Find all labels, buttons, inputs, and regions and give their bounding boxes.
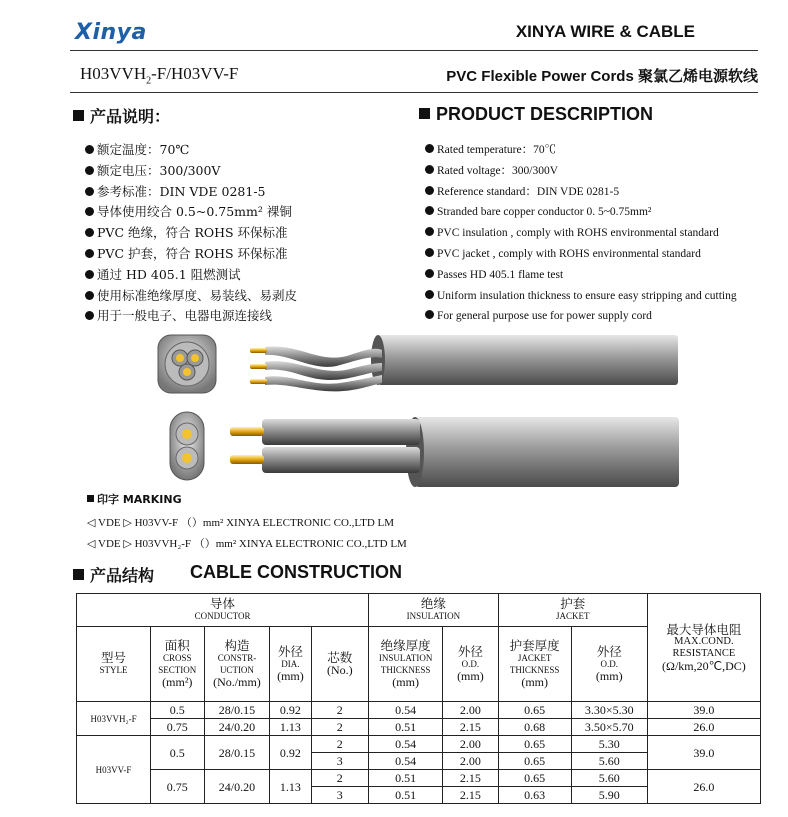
cell: 0.5 bbox=[151, 702, 204, 719]
cell: 0.92 bbox=[270, 736, 311, 770]
cell: 1.13 bbox=[270, 770, 311, 804]
description-heading-en: PRODUCT DESCRIPTION bbox=[419, 104, 653, 125]
company-logo: Xinya bbox=[75, 20, 147, 45]
cell: 0.65 bbox=[498, 770, 571, 787]
table-row bbox=[77, 770, 761, 787]
model-title: $H03VVH_2-F/H03VV-F$ bbox=[80, 64, 239, 87]
marking-heading: 印字 MARKING bbox=[87, 491, 182, 507]
header-divider bbox=[70, 50, 758, 51]
cell: 24/0.20 bbox=[204, 770, 270, 804]
list-item: 通过 HD 405.1 阻燃测试 bbox=[85, 265, 297, 286]
cross-section-header: 面积 CROSS SECTION (mm²) bbox=[151, 627, 204, 702]
table-row bbox=[77, 736, 761, 753]
cell: 3 bbox=[311, 753, 369, 770]
cell: 28/0.15 bbox=[204, 736, 270, 770]
resistance-header: 最大导体电阻 MAX.COND. RESISTANCE (Ω/km,20℃,DC) bbox=[647, 594, 760, 702]
style-cell: H03VVH₂-F bbox=[77, 702, 151, 736]
description-heading-cn: 产品说明： bbox=[73, 104, 170, 127]
marking-line: ◁ VDE ▷ H03VVH₂-F （）mm² XINYA ELECTRONIC CO.,LTD LM bbox=[87, 538, 407, 550]
cable-illustration bbox=[150, 325, 695, 490]
cell: 0.51 bbox=[369, 787, 443, 804]
cell: 0.63 bbox=[498, 787, 571, 804]
conductor-group: 导体 CONDUCTOR bbox=[77, 594, 369, 627]
cell: 0.5 bbox=[151, 736, 204, 770]
cell: 2.00 bbox=[443, 753, 499, 770]
cell: 0.51 bbox=[369, 770, 443, 787]
cell: 3 bbox=[311, 787, 369, 804]
cell: 0.54 bbox=[369, 736, 443, 753]
cell: 24/0.20 bbox=[204, 719, 270, 736]
product-subtitle: PVC Flexible Power Cords 聚氯乙烯电源软线 bbox=[446, 68, 758, 85]
brand-title: XINYA WIRE & CABLE bbox=[515, 22, 695, 41]
list-item: 额定温度：70℃ bbox=[85, 140, 297, 161]
cell: 5.30 bbox=[571, 736, 647, 753]
list-item: PVC jacket , comply with ROHS environmental standard bbox=[425, 244, 737, 265]
table-row bbox=[77, 719, 761, 736]
construction-table bbox=[76, 593, 761, 804]
cell: 0.65 bbox=[498, 702, 571, 719]
cell: 5.60 bbox=[571, 753, 647, 770]
list-item: Rated temperature：70℃ bbox=[425, 140, 737, 161]
round-cable-side bbox=[250, 335, 678, 391]
cell: 2.00 bbox=[443, 702, 499, 719]
flat-cable-side bbox=[230, 417, 679, 487]
cell: 26.0 bbox=[647, 719, 760, 736]
cell: 0.51 bbox=[369, 719, 443, 736]
list-item: 参考标准：DIN VDE 0281-5 bbox=[85, 182, 297, 203]
cores-header: 芯数 (No.) bbox=[311, 627, 369, 702]
cell: 5.60 bbox=[571, 770, 647, 787]
cell: 3.50×5.70 bbox=[571, 719, 647, 736]
list-item: PVC insulation , comply with ROHS environmental standard bbox=[425, 223, 737, 244]
list-item: PVC 护套，符合 ROHS 环保标准 bbox=[85, 244, 297, 265]
list-item: 用于一般电子、电器电源连接线 bbox=[85, 306, 297, 327]
cell: 0.68 bbox=[498, 719, 571, 736]
list-item: 使用标准绝缘厚度、易装线、易剥皮 bbox=[85, 286, 297, 307]
cell: 39.0 bbox=[647, 702, 760, 719]
insulation-od-header: 外径 O.D. (mm) bbox=[443, 627, 499, 702]
jacket-od-header: 外径 O.D. (mm) bbox=[571, 627, 647, 702]
cell: 2 bbox=[311, 702, 369, 719]
cell: 39.0 bbox=[647, 736, 760, 770]
marking-line: ◁ VDE ▷ H03VV-F （）mm² XINYA ELECTRONIC CO.,LTD LM bbox=[87, 517, 395, 529]
feature-list-cn bbox=[85, 140, 297, 327]
jacket-thickness-header: 护套厚度 JACKET THICKNESS (mm) bbox=[498, 627, 571, 702]
flat-cable-end bbox=[170, 412, 204, 480]
list-item: PVC 绝缘，符合 ROHS 环保标准 bbox=[85, 223, 297, 244]
cell: 0.92 bbox=[270, 702, 311, 719]
list-item: Stranded bare copper conductor 0. 5~0.75mm² bbox=[425, 202, 737, 223]
cell: 0.75 bbox=[151, 719, 204, 736]
list-item: Passes HD 405.1 flame test bbox=[425, 265, 737, 286]
cell: 0.65 bbox=[498, 736, 571, 753]
jacket-group: 护套 JACKET bbox=[498, 594, 647, 627]
cell: 0.75 bbox=[151, 770, 204, 804]
construction-heading-en: CABLE CONSTRUCTION bbox=[190, 562, 402, 582]
style-header: 型号 STYLE bbox=[77, 627, 151, 702]
cell: 2.00 bbox=[443, 736, 499, 753]
cell: 26.0 bbox=[647, 770, 760, 804]
cell: 5.90 bbox=[571, 787, 647, 804]
style-cell: H03VV-F bbox=[77, 736, 151, 804]
list-item: 导体使用绞合 0.5~0.75mm² 裸铜 bbox=[85, 202, 297, 223]
cell: 2.15 bbox=[443, 719, 499, 736]
subheader-divider bbox=[70, 92, 758, 93]
cell: 0.54 bbox=[369, 753, 443, 770]
cell: 2 bbox=[311, 770, 369, 787]
table-group-header bbox=[77, 594, 761, 627]
feature-list-en bbox=[425, 140, 737, 327]
cell: 3.30×5.30 bbox=[571, 702, 647, 719]
construction-heading-cn: 产品结构 bbox=[73, 563, 154, 586]
table-row bbox=[77, 702, 761, 719]
list-item: 额定电压：300/300V bbox=[85, 161, 297, 182]
construction-header: 构造 CONSTR- UCTION (No./mm) bbox=[204, 627, 270, 702]
diameter-header: 外径 DIA. (mm) bbox=[270, 627, 311, 702]
cell: 2.15 bbox=[443, 770, 499, 787]
list-item: Reference standard：DIN VDE 0281-5 bbox=[425, 182, 737, 203]
cell: 28/0.15 bbox=[204, 702, 270, 719]
round-cable-end bbox=[158, 335, 216, 393]
list-item: Rated voltage：300/300V bbox=[425, 161, 737, 182]
list-item: For general purpose use for power supply cord bbox=[425, 306, 737, 327]
cell: 0.54 bbox=[369, 702, 443, 719]
cell: 2.15 bbox=[443, 787, 499, 804]
insulation-thickness-header: 绝缘厚度 INSULATION THICKNESS (mm) bbox=[369, 627, 443, 702]
cell: 1.13 bbox=[270, 719, 311, 736]
cell: 0.65 bbox=[498, 753, 571, 770]
cell: 2 bbox=[311, 736, 369, 753]
list-item: Uniform insulation thickness to ensure easy stripping and cutting bbox=[425, 286, 737, 307]
insulation-group: 绝缘 INSULATION bbox=[369, 594, 499, 627]
cell: 2 bbox=[311, 719, 369, 736]
